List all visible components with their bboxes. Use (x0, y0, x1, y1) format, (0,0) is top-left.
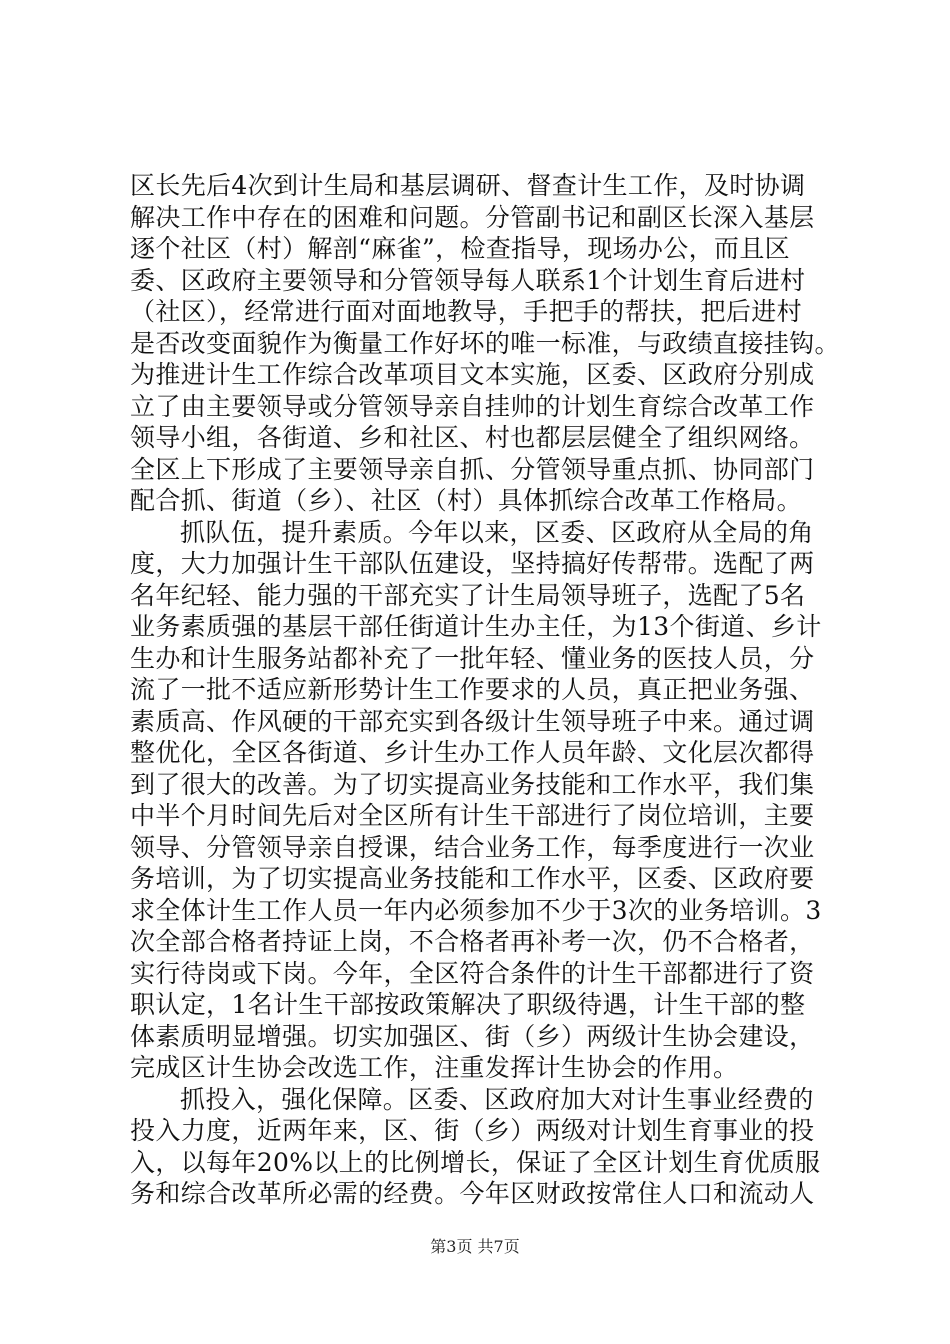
text-line: 度，大力加强计生干部队伍建设，坚持搞好传帮带。选配了两 (130, 549, 815, 578)
text-line: 流了一批不适应新形势计生工作要求的人员，真正把业务强、 (130, 675, 815, 704)
text-line: 业务素质强的基层干部任街道计生办主任，为13个街道、乡计 (130, 612, 822, 641)
text-line: 是否改变面貌作为衡量工作好坏的唯一标准，与政绩直接挂钩。 (130, 328, 840, 358)
paragraph (130, 170, 840, 517)
text-line: 全区上下形成了主要领导亲自抓、分管领导重点抓、协同部门 (130, 454, 815, 484)
text-line: 次全部合格者持证上岗，不合格者再补考一次，仍不合格者， (130, 927, 815, 956)
text-line: 务培训，为了切实提高业务技能和工作水平，区委、区政府要 (130, 864, 815, 893)
text-line: 职认定，1名计生干部按政策解决了职级待遇，计生干部的整 (130, 990, 806, 1019)
document-body (130, 170, 840, 1210)
text-line: 区长先后4次到计生局和基层调研、督查计生工作，及时协调 (130, 171, 806, 200)
text-line: 抓队伍，提升素质。今年以来，区委、区政府从全局的角 (180, 517, 814, 547)
text-line: 为推进计生工作综合改革项目文本实施，区委、区政府分别成 (130, 360, 815, 389)
text-line: （社区），经常进行面对面地教导，手把手的帮扶，把后进村 (130, 297, 802, 326)
text-line: 体素质明显增强。切实加强区、街（乡）两级计生协会建设， (130, 1021, 815, 1051)
text-line: 立了由主要领导或分管领导亲自挂帅的计划生育综合改革工作 (130, 391, 815, 421)
text-line: 领导、分管领导亲自授课，结合业务工作，每季度进行一次业 (130, 832, 815, 862)
text-line: 入，以每年20%以上的比例增长，保证了全区计划生育优质服 (130, 1147, 821, 1177)
text-line: 到了很大的改善。为了切实提高业务技能和工作水平，我们集 (130, 769, 815, 799)
text-line: 解决工作中存在的困难和问题。分管副书记和副区长深入基层 (130, 202, 815, 232)
text-line: 完成区计生协会改选工作，注重发挥计生协会的作用。 (130, 1053, 739, 1082)
text-line: 领导小组，各街道、乡和社区、村也都层层健全了组织网络。 (130, 423, 815, 452)
text-line: 配合抓、街道（乡）、社区（村）具体抓综合改革工作格局。 (130, 486, 802, 515)
text-line: 抓投入，强化保障。区委、区政府加大对计生事业经费的 (180, 1084, 814, 1114)
text-line: 投入力度，近两年来，区、街（乡）两级对计划生育事业的投 (130, 1116, 815, 1145)
paragraph (130, 1084, 830, 1210)
text-line: 生办和计生服务站都补充了一批年轻、懂业务的医技人员，分 (130, 643, 815, 673)
text-line: 素质高、作风硬的干部充实到各级计生领导班子中来。通过调 (130, 706, 815, 736)
text-line: 整优化，全区各街道、乡计生办工作人员年龄、文化层次都得 (130, 738, 815, 767)
text-line: 务和综合改革所必需的经费。今年区财政按常住人口和流动人 (130, 1179, 815, 1208)
page-footer: 第3页 共7页 (430, 1237, 520, 1256)
text-line: 名年纪轻、能力强的干部充实了计生局领导班子，选配了5名 (130, 580, 806, 610)
text-line: 求全体计生工作人员一年内必须参加不少于3次的业务培训。3 (130, 895, 822, 925)
text-line: 中半个月时间先后对全区所有计生干部进行了岗位培训，主要 (130, 801, 815, 830)
text-line: 委、区政府主要领导和分管领导每人联系1个计划生育后进村 (130, 265, 806, 295)
text-line: 逐个社区（村）解剖“麻雀”，检查指导，现场办公，而且区 (130, 234, 791, 263)
text-line: 实行待岗或下岗。今年，全区符合条件的计生干部都进行了资 (130, 958, 815, 988)
paragraph (130, 517, 830, 1084)
